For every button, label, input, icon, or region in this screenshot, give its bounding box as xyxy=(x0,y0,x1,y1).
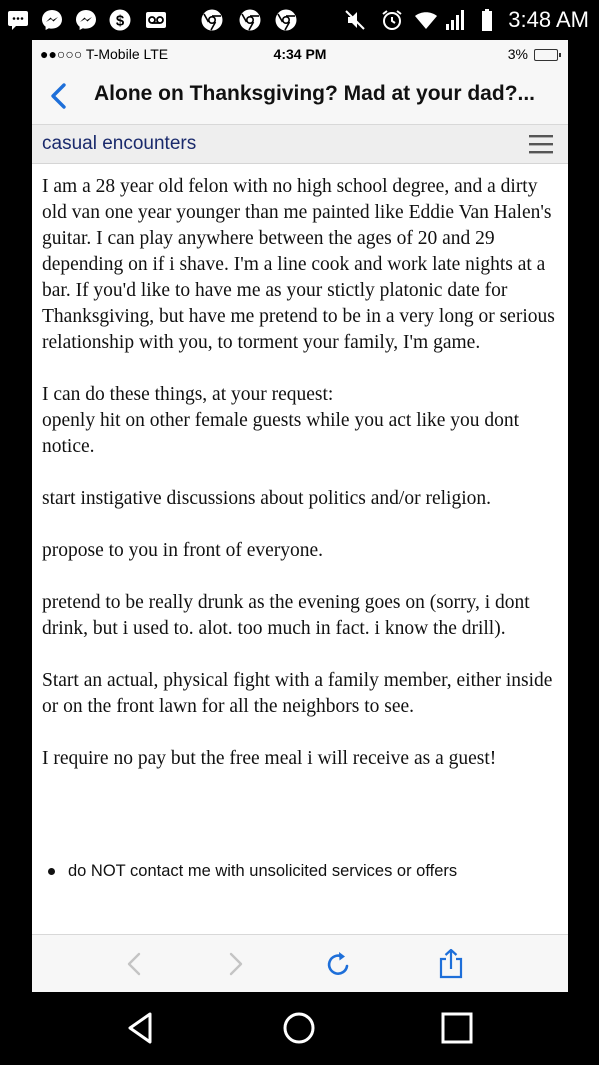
back-arrow-icon[interactable] xyxy=(118,947,152,981)
back-triangle-icon[interactable] xyxy=(120,1008,160,1048)
messenger-icon xyxy=(74,8,98,32)
mute-icon xyxy=(343,8,367,32)
post-body xyxy=(42,174,558,798)
post-paragraph: I can do these things, at your request: xyxy=(42,384,334,405)
svg-text:$: $ xyxy=(115,12,125,30)
notice-item xyxy=(46,862,546,881)
nav-header xyxy=(32,68,568,125)
site-title-link[interactable]: casual encounters xyxy=(42,133,197,154)
bullet-icon xyxy=(48,868,55,875)
battery-percent: 3% xyxy=(507,46,528,62)
page-title: Alone on Thanksgiving? Mad at your dad?... xyxy=(94,82,536,105)
post-paragraph: openly hit on other female guests while you act like you dont notice. xyxy=(42,410,520,457)
hamburger-menu-icon[interactable] xyxy=(528,132,554,156)
browser-screen xyxy=(32,40,568,992)
post-paragraph: I require no pay but the free meal i will receive as a guest! xyxy=(42,748,497,769)
ios-battery-icon xyxy=(534,49,558,61)
notice-list xyxy=(46,862,546,881)
chrome-icon xyxy=(238,8,262,32)
forward-arrow-icon[interactable] xyxy=(218,947,252,981)
post-paragraph: Start an actual, physical fight with a family member, either inside or on the front lawn for all the neighbors to see. xyxy=(42,670,553,717)
post-paragraph: I am a 28 year old felon with no high school degree, and a dirty old van one year younger than me painted like Eddie Van Halen's guitar. I can play anywhere between the ages of 20 and 29 depending on if i shave. I'm a line cook and work late nights at a bar. If you'd like to have me as your stictly platonic date for Thanksgiving, but have me pretend to be in a very long or serious relationship with you, to torment your family, I'm game. xyxy=(42,176,555,353)
back-chevron-icon[interactable] xyxy=(44,80,74,112)
carrier-label: ●●○○○ T-Mobile LTE xyxy=(40,46,169,62)
ios-clock: 4:34 PM xyxy=(273,46,327,62)
messages-icon xyxy=(6,8,30,32)
home-circle-icon[interactable] xyxy=(279,1008,319,1048)
reload-icon[interactable] xyxy=(322,947,356,981)
signal-icon xyxy=(444,8,468,32)
chrome-icon xyxy=(200,8,224,32)
post-paragraph: propose to you in front of everyone. xyxy=(42,540,324,561)
site-header xyxy=(32,125,568,164)
wifi-icon xyxy=(414,8,438,32)
ios-status-bar xyxy=(32,40,568,68)
battery-icon xyxy=(478,8,502,32)
recents-square-icon[interactable] xyxy=(437,1008,477,1048)
browser-toolbar xyxy=(32,934,568,992)
post-paragraph: start instigative discussions about politics and/or religion. xyxy=(42,488,491,509)
voicemail-icon xyxy=(144,8,168,32)
android-status-bar xyxy=(0,0,599,40)
alarm-icon xyxy=(380,8,404,32)
notice-text: do NOT contact me with unsolicited services or offers xyxy=(68,862,458,880)
android-clock: 3:48 AM xyxy=(508,7,589,32)
cash-icon xyxy=(108,8,132,32)
messenger-icon xyxy=(40,8,64,32)
share-icon[interactable] xyxy=(434,947,468,981)
android-nav-bar xyxy=(0,992,599,1065)
chrome-icon xyxy=(274,8,298,32)
post-paragraph: pretend to be really drunk as the evening goes on (sorry, i dont drink, but i used to. alot. too much in fact. i know the drill). xyxy=(42,592,530,639)
